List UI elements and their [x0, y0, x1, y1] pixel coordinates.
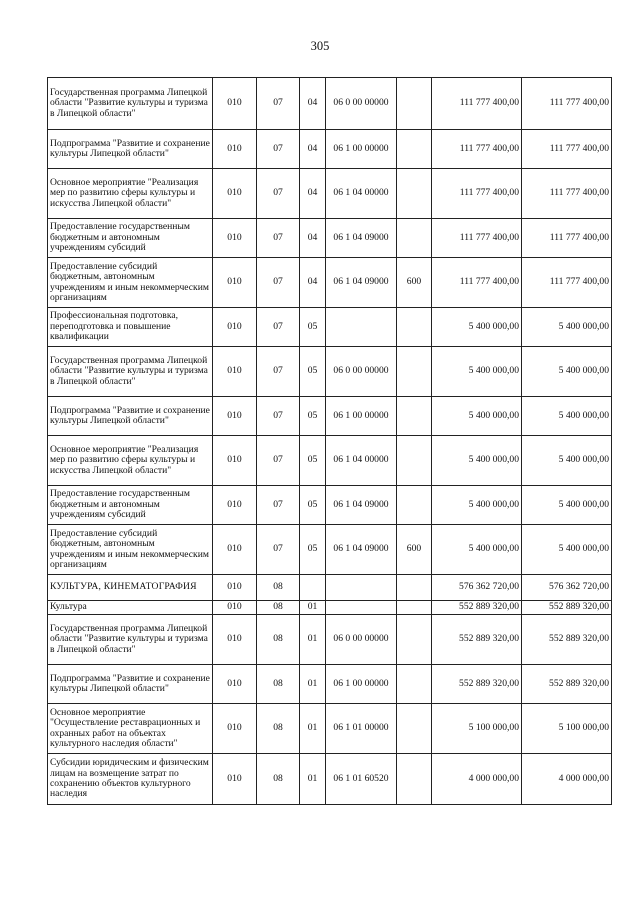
cell-section: 07: [257, 525, 300, 575]
cell-amount-year2: 552 889 320,00: [522, 601, 612, 615]
cell-admin-code: 010: [213, 525, 257, 575]
cell-section: 08: [257, 704, 300, 754]
cell-subsection: 01: [300, 601, 326, 615]
cell-amount-year1: 552 889 320,00: [432, 665, 522, 704]
cell-amount-year2: 111 777 400,00: [522, 258, 612, 308]
cell-subsection: 04: [300, 169, 326, 219]
cell-expense-kind: [397, 169, 432, 219]
cell-expense-kind: [397, 754, 432, 805]
cell-amount-year2: 111 777 400,00: [522, 219, 612, 258]
cell-amount-year2: 5 400 000,00: [522, 347, 612, 397]
cell-amount-year1: 5 400 000,00: [432, 525, 522, 575]
cell-section: 07: [257, 219, 300, 258]
table-row: [48, 130, 612, 169]
cell-admin-code: 010: [213, 347, 257, 397]
cell-section: 07: [257, 436, 300, 486]
cell-admin-code: 010: [213, 615, 257, 665]
cell-target-article: 06 1 04 00000: [326, 169, 397, 219]
cell-section: 07: [257, 308, 300, 347]
cell-expense-kind: 600: [397, 525, 432, 575]
table-row: [48, 754, 612, 805]
cell-amount-year2: 111 777 400,00: [522, 169, 612, 219]
cell-target-article: [326, 601, 397, 615]
cell-section: 08: [257, 665, 300, 704]
cell-amount-year2: 552 889 320,00: [522, 665, 612, 704]
cell-target-article: 06 1 04 09000: [326, 486, 397, 525]
cell-expense-kind: [397, 601, 432, 615]
cell-target-article: 06 0 00 00000: [326, 78, 397, 130]
cell-name: Культура: [48, 601, 213, 615]
cell-amount-year2: 5 400 000,00: [522, 308, 612, 347]
cell-subsection: 05: [300, 397, 326, 436]
cell-admin-code: 010: [213, 397, 257, 436]
cell-amount-year1: 4 000 000,00: [432, 754, 522, 805]
table-row: [48, 169, 612, 219]
cell-amount-year1: 5 100 000,00: [432, 704, 522, 754]
cell-amount-year1: 5 400 000,00: [432, 436, 522, 486]
cell-section: 08: [257, 615, 300, 665]
page-number: 305: [310, 39, 330, 53]
cell-admin-code: 010: [213, 754, 257, 805]
cell-subsection: 05: [300, 486, 326, 525]
cell-amount-year1: 5 400 000,00: [432, 308, 522, 347]
cell-expense-kind: [397, 436, 432, 486]
cell-section: 08: [257, 601, 300, 615]
cell-target-article: 06 1 00 00000: [326, 130, 397, 169]
table-row: [48, 78, 612, 130]
cell-name: Государственная программа Липецкой области "Развитие культуры и туризма в Липецкой области": [48, 78, 213, 130]
cell-target-article: 06 1 01 60520: [326, 754, 397, 805]
cell-amount-year1: 5 400 000,00: [432, 486, 522, 525]
cell-target-article: 06 1 00 00000: [326, 397, 397, 436]
cell-subsection: 04: [300, 219, 326, 258]
cell-admin-code: 010: [213, 601, 257, 615]
cell-admin-code: 010: [213, 704, 257, 754]
cell-amount-year1: 111 777 400,00: [432, 219, 522, 258]
cell-section: 07: [257, 258, 300, 308]
cell-name: Основное мероприятие "Реализация мер по развитию сферы культуры и искусства Липецкой области": [48, 436, 213, 486]
cell-target-article: 06 1 04 00000: [326, 436, 397, 486]
cell-name: Предоставление государственным бюджетным и автономным учреждениям субсидий: [48, 486, 213, 525]
cell-subsection: 01: [300, 754, 326, 805]
cell-name: Подпрограмма "Развитие и сохранение культуры Липецкой области": [48, 397, 213, 436]
cell-expense-kind: [397, 665, 432, 704]
cell-subsection: 05: [300, 436, 326, 486]
cell-name: Государственная программа Липецкой области "Развитие культуры и туризма в Липецкой области": [48, 347, 213, 397]
cell-admin-code: 010: [213, 219, 257, 258]
table-row: [48, 525, 612, 575]
cell-amount-year1: 552 889 320,00: [432, 601, 522, 615]
cell-amount-year2: 5 400 000,00: [522, 486, 612, 525]
cell-admin-code: 010: [213, 169, 257, 219]
table-row: [48, 704, 612, 754]
table-row: [48, 397, 612, 436]
cell-admin-code: 010: [213, 78, 257, 130]
cell-expense-kind: [397, 615, 432, 665]
cell-admin-code: 010: [213, 665, 257, 704]
table-row: [48, 219, 612, 258]
table-row: [48, 665, 612, 704]
cell-expense-kind: [397, 347, 432, 397]
cell-section: 08: [257, 575, 300, 601]
cell-expense-kind: [397, 397, 432, 436]
cell-name: Подпрограмма "Развитие и сохранение культуры Липецкой области": [48, 665, 213, 704]
cell-amount-year2: 111 777 400,00: [522, 130, 612, 169]
cell-admin-code: 010: [213, 308, 257, 347]
cell-amount-year2: 5 400 000,00: [522, 525, 612, 575]
cell-amount-year1: 111 777 400,00: [432, 130, 522, 169]
cell-name: Основное мероприятие "Реализация мер по развитию сферы культуры и искусства Липецкой области": [48, 169, 213, 219]
cell-admin-code: 010: [213, 130, 257, 169]
cell-expense-kind: [397, 130, 432, 169]
cell-target-article: 06 0 00 00000: [326, 615, 397, 665]
cell-amount-year2: 552 889 320,00: [522, 615, 612, 665]
cell-amount-year1: 111 777 400,00: [432, 258, 522, 308]
cell-admin-code: 010: [213, 575, 257, 601]
cell-amount-year2: 4 000 000,00: [522, 754, 612, 805]
cell-subsection: 04: [300, 258, 326, 308]
cell-amount-year1: 576 362 720,00: [432, 575, 522, 601]
cell-expense-kind: [397, 308, 432, 347]
cell-name: Государственная программа Липецкой области "Развитие культуры и туризма в Липецкой области": [48, 615, 213, 665]
cell-target-article: [326, 575, 397, 601]
cell-admin-code: 010: [213, 436, 257, 486]
cell-subsection: 05: [300, 308, 326, 347]
cell-section: 07: [257, 169, 300, 219]
cell-target-article: 06 1 04 09000: [326, 258, 397, 308]
cell-amount-year1: 5 400 000,00: [432, 397, 522, 436]
cell-section: 07: [257, 78, 300, 130]
table-row: [48, 486, 612, 525]
cell-name: Подпрограмма "Развитие и сохранение культуры Липецкой области": [48, 130, 213, 169]
table-row: [48, 258, 612, 308]
cell-target-article: 06 1 04 09000: [326, 219, 397, 258]
cell-section: 07: [257, 347, 300, 397]
cell-amount-year1: 5 400 000,00: [432, 347, 522, 397]
cell-subsection: [300, 575, 326, 601]
cell-admin-code: 010: [213, 258, 257, 308]
table-row: [48, 308, 612, 347]
cell-expense-kind: [397, 704, 432, 754]
cell-target-article: [326, 308, 397, 347]
cell-expense-kind: [397, 486, 432, 525]
cell-subsection: 04: [300, 78, 326, 130]
budget-table-body: [48, 78, 612, 805]
table-row: [48, 601, 612, 615]
cell-subsection: 05: [300, 347, 326, 397]
cell-subsection: 01: [300, 615, 326, 665]
cell-section: 07: [257, 130, 300, 169]
cell-section: 08: [257, 754, 300, 805]
cell-amount-year1: 111 777 400,00: [432, 169, 522, 219]
cell-name: Предоставление субсидий бюджетным, автономным учреждениям и иным некоммерческим организациям: [48, 258, 213, 308]
cell-amount-year2: 576 362 720,00: [522, 575, 612, 601]
cell-amount-year2: 5 400 000,00: [522, 397, 612, 436]
cell-amount-year1: 552 889 320,00: [432, 615, 522, 665]
cell-amount-year2: 5 400 000,00: [522, 436, 612, 486]
cell-target-article: 06 0 00 00000: [326, 347, 397, 397]
cell-admin-code: 010: [213, 486, 257, 525]
cell-name: КУЛЬТУРА, КИНЕМАТОГРАФИЯ: [48, 575, 213, 601]
table-row: [48, 615, 612, 665]
table-row: [48, 575, 612, 601]
cell-expense-kind: [397, 78, 432, 130]
cell-target-article: 06 1 01 00000: [326, 704, 397, 754]
cell-name: Профессиональная подготовка, переподготовка и повышение квалификации: [48, 308, 213, 347]
cell-target-article: 06 1 00 00000: [326, 665, 397, 704]
cell-name: Предоставление государственным бюджетным и автономным учреждениям субсидий: [48, 219, 213, 258]
cell-expense-kind: 600: [397, 258, 432, 308]
cell-subsection: 04: [300, 130, 326, 169]
cell-subsection: 05: [300, 525, 326, 575]
table-row: [48, 347, 612, 397]
cell-subsection: 01: [300, 704, 326, 754]
cell-expense-kind: [397, 575, 432, 601]
cell-amount-year2: 111 777 400,00: [522, 78, 612, 130]
cell-expense-kind: [397, 219, 432, 258]
cell-section: 07: [257, 486, 300, 525]
cell-amount-year1: 111 777 400,00: [432, 78, 522, 130]
cell-name: Предоставление субсидий бюджетным, автономным учреждениям и иным некоммерческим организациям: [48, 525, 213, 575]
budget-table: [47, 77, 612, 805]
cell-section: 07: [257, 397, 300, 436]
cell-subsection: 01: [300, 665, 326, 704]
cell-name: Субсидии юридическим и физическим лицам на возмещение затрат по сохранению объектов культурного наследия: [48, 754, 213, 805]
cell-target-article: 06 1 04 09000: [326, 525, 397, 575]
cell-amount-year2: 5 100 000,00: [522, 704, 612, 754]
table-row: [48, 436, 612, 486]
cell-name: Основное мероприятие "Осуществление реставрационных и охранных работ на объектах культурного наследия области": [48, 704, 213, 754]
